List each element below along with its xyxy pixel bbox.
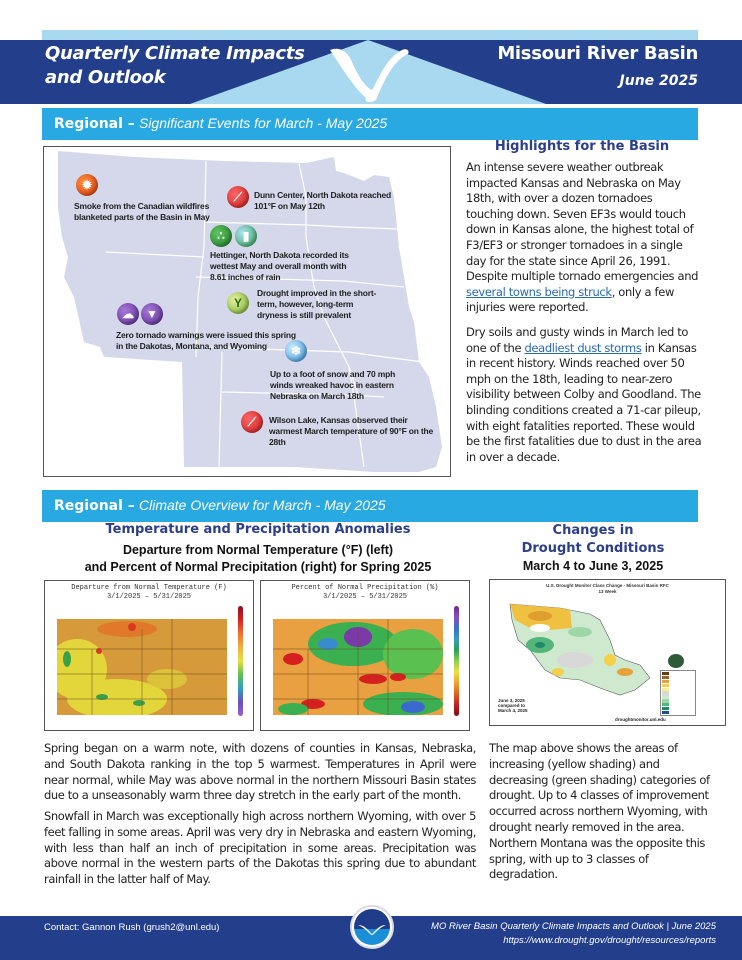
drought-title: Changes in Drought Conditions <box>521 523 665 556</box>
basin-name: Missouri River Basin <box>497 43 698 64</box>
drought-map-dates: June 3, 2025 compared to March 4, 2025 <box>498 698 528 713</box>
heat-icon: ⟋ <box>241 411 263 433</box>
snow-icon: ❄ <box>285 340 307 362</box>
drought-class-change-field <box>500 600 660 700</box>
gull-logo-icon <box>322 44 412 104</box>
event-hettinger: Hettinger, North Dakota recorded its wettest May and overall month with 8.61 inches of rain <box>210 250 349 282</box>
precipitation-colorbar <box>454 606 459 716</box>
drought-change-map: U.S. Drought Monitor Class Change - Missouri Basin RFC 13 Week June 3, 2025 compared to March 4, 2025 droughtmonitor.unl.edu <box>489 579 726 726</box>
precipitation-anomaly-field <box>273 619 443 715</box>
drought-map-source: droughtmonitor.unl.edu <box>615 717 666 722</box>
tornado-icon: ▼ <box>141 303 163 325</box>
dust-storms-link[interactable]: deadliest dust storms <box>524 340 642 355</box>
highlights-paragraph-2: Dry soils and gusty winds in March led to one of the deadliest dust storms in Kansas in recent history. Winds reached over 50 mph on the 18th, leading to near-zero visibility between Colby and Goodland. The blinding conditions created a 71-car pileup, with eight fatalities reported. These would be the first fatalities due to dust in the area in over a decade. <box>466 325 702 464</box>
temperature-departure-map: Departure from Normal Temperature (F) 3/1/2025 – 5/31/2025 <box>44 580 254 731</box>
drought-legend <box>660 670 696 716</box>
highlights-title: Highlights for the Basin <box>494 139 670 154</box>
drought-monitor-logo-icon <box>668 654 684 668</box>
highlights-paragraph-1: An intense severe weather outbreak impacted Kansas and Nebraska on May 18th, with over a dozen tornadoes touching down. Seven EF3s would touch down in Kansas alone, the highest total of F3/EF3 or stronger tornadoes in a single day for the state since April 26, 1991. Despite multiple tornado emergencies and several towns being struck, only a few injuries were reported. <box>466 160 699 315</box>
significant-events-map <box>43 146 451 477</box>
event-tornado-warnings: Zero tornado warnings were issued this spring in the Dakotas, Montana, and Wyoming <box>116 330 296 351</box>
report-date: June 2025 <box>619 73 698 89</box>
severe-storm-icon: ☁ <box>117 303 139 325</box>
event-nebraska-snow: Up to a foot of snow and 70 mph winds wreaked havoc in eastern Nebraska on March 18th <box>270 369 396 401</box>
section-significant-events: Regional – Significant Events for March - May 2025 <box>42 108 698 140</box>
climate-overview-paragraph-2: Snowfall in March was exceptionally high across northern Wyoming, with over 5 feet falling in some areas. April was very dry in Nebraska and eastern Wyoming, with less than half an inch of precipitation in some areas. Precipitation was above normal in the western parts of the Dakotas this spring due to abundant rainfall in the latter half of May. <box>44 809 476 887</box>
footer-reports-link[interactable]: https://www.drought.gov/drought/resources/reports <box>503 935 716 946</box>
temperature-colorbar <box>238 606 243 716</box>
event-wilson-lake: Wilson Lake, Kansas observed their warmest March temperature of 90°F on the 28th <box>269 415 434 447</box>
footer-report-info: MO River Basin Quarterly Climate Impacts and Outlook | June 2025 https://www.drought.gov/drought/resources/reports <box>431 921 716 946</box>
climate-overview-paragraph-1: Spring began on a warm note, with dozens of counties in Kansas, Nebraska, and South Dakota ranking in the top 5 warmest. Temperatures in April were near normal, while May was above normal in the northern Missouri Basin states due to a unseasonably warm three day stretch in the early part of the month. <box>44 741 476 803</box>
several-towns-link[interactable]: several towns being struck <box>466 284 612 299</box>
heat-icon: ⟋ <box>227 186 249 208</box>
anomalies-subtitle: Departure from Normal Temperature (°F) (left) and Percent of Normal Precipitation (right) for Spring 2025 <box>84 543 432 574</box>
flood-gauge-icon: ▮ <box>235 225 257 247</box>
temperature-anomaly-field <box>57 619 227 715</box>
section-climate-overview: Regional – Climate Overview for March - May 2025 <box>42 490 698 522</box>
report-title: Quarterly Climate Impacts and Outlook <box>45 43 305 88</box>
noaa-logo-icon <box>350 905 394 949</box>
drought-plant-icon: Y <box>227 292 249 314</box>
rain-icon: ∴ <box>210 225 232 247</box>
event-dunn-center: Dunn Center, North Dakota reached 101°F on May 12th <box>254 190 391 211</box>
drought-description: The map above shows the areas of increasing (yellow shading) and decreasing (green shading) categories of drought. Up to 4 classes of improvement occurred across northern Wyoming, with drought nearly removed in the area. Northern Montana was the opposite this spring, with up to 3 classes of degradation. <box>489 741 710 882</box>
wildfire-smoke-icon: ✹ <box>76 174 98 196</box>
precipitation-percent-map: Percent of Normal Precipitation (%) 3/1/2025 – 5/31/2025 <box>260 580 470 731</box>
anomalies-title: Temperature and Precipitation Anomalies <box>105 522 411 537</box>
event-drought: Drought improved in the short-term, however, long-term dryness is still prevalent <box>257 288 377 320</box>
footer-contact: Contact: Gannon Rush (grush2@unl.edu) <box>44 922 220 933</box>
drought-dates: March 4 to June 3, 2025 <box>522 559 664 573</box>
event-smoke: Smoke from the Canadian wildfires blanketed parts of the Basin in May <box>74 201 210 222</box>
